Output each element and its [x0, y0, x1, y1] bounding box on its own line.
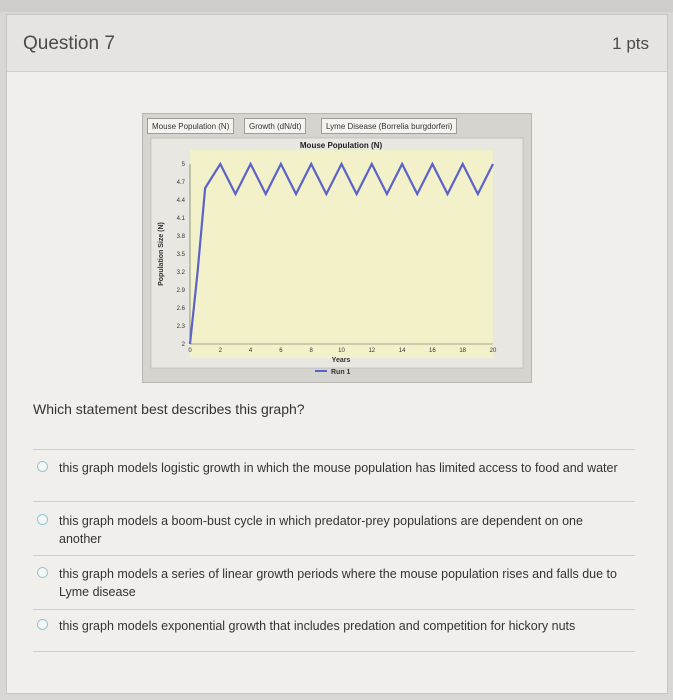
x-tick-label: 6: [279, 348, 283, 354]
y-tick-label: 4.4: [176, 198, 185, 204]
population-chart: [143, 114, 531, 382]
y-tick-label: 4.7: [176, 180, 185, 186]
page-top-strip: [0, 0, 673, 12]
radio-button[interactable]: [37, 567, 48, 578]
y-tick-label: 5: [181, 162, 185, 168]
simulation-figure: [142, 113, 532, 383]
tab-mouse-population[interactable]: Mouse Population (N): [147, 118, 234, 134]
x-tick-label: 14: [398, 348, 406, 354]
answer-text: this graph models a boom-bust cycle in which predator-prey populations are dependent on one another: [59, 514, 583, 546]
x-tick-label: 4: [248, 348, 253, 354]
answer-option-4[interactable]: [37, 617, 627, 635]
x-tick-label: 0: [188, 348, 192, 354]
radio-button[interactable]: [37, 461, 48, 472]
question-title: Question 7: [23, 33, 115, 54]
question-points: 1 pts: [612, 34, 649, 53]
divider: [33, 609, 635, 610]
answer-option-2[interactable]: [37, 512, 627, 548]
answer-text: this graph models logistic growth in which the mouse population has limited access to food and water: [59, 461, 618, 475]
y-tick-label: 3.2: [176, 270, 185, 276]
x-axis-label: Years: [331, 357, 351, 364]
answer-text: this graph models exponential growth that includes predation and competition for hickory nuts: [59, 619, 576, 633]
tab-growth[interactable]: Growth (dN/dt): [244, 118, 306, 134]
divider: [33, 501, 635, 502]
tab-lyme-disease[interactable]: Lyme Disease (Borrelia burgdorferi): [321, 118, 457, 134]
chart-title: Mouse Population (N): [299, 141, 383, 150]
y-tick-label: 2: [181, 342, 185, 348]
divider: [33, 651, 635, 652]
x-tick-label: 12: [368, 348, 376, 354]
y-axis-label: Population Size (N): [158, 222, 165, 286]
x-tick-label: 8: [309, 348, 313, 354]
divider: [33, 555, 635, 556]
answer-text: this graph models a series of linear growth periods where the mouse population rises and falls due to Lyme disease: [59, 567, 617, 599]
legend-label: Run 1: [331, 369, 351, 376]
x-tick-label: 10: [338, 348, 345, 354]
y-tick-label: 3.8: [176, 234, 185, 240]
radio-button[interactable]: [37, 514, 48, 525]
question-card: [6, 14, 668, 694]
x-tick-label: 18: [459, 348, 467, 354]
divider: [33, 449, 635, 450]
radio-button[interactable]: [37, 619, 48, 630]
y-tick-label: 4.1: [176, 216, 185, 222]
x-tick-label: 16: [429, 348, 436, 354]
question-prompt: Which statement best describes this graph?: [33, 401, 305, 417]
question-header: [7, 15, 667, 72]
answer-option-1[interactable]: [37, 459, 627, 477]
y-tick-label: 2.9: [176, 288, 185, 294]
y-tick-label: 2.6: [176, 306, 185, 312]
plot-area: [190, 150, 493, 358]
x-tick-label: 2: [218, 348, 222, 354]
answer-option-3[interactable]: [37, 565, 627, 601]
y-tick-label: 2.3: [176, 324, 185, 330]
y-tick-label: 3.5: [176, 252, 185, 258]
x-tick-label: 20: [489, 348, 497, 354]
